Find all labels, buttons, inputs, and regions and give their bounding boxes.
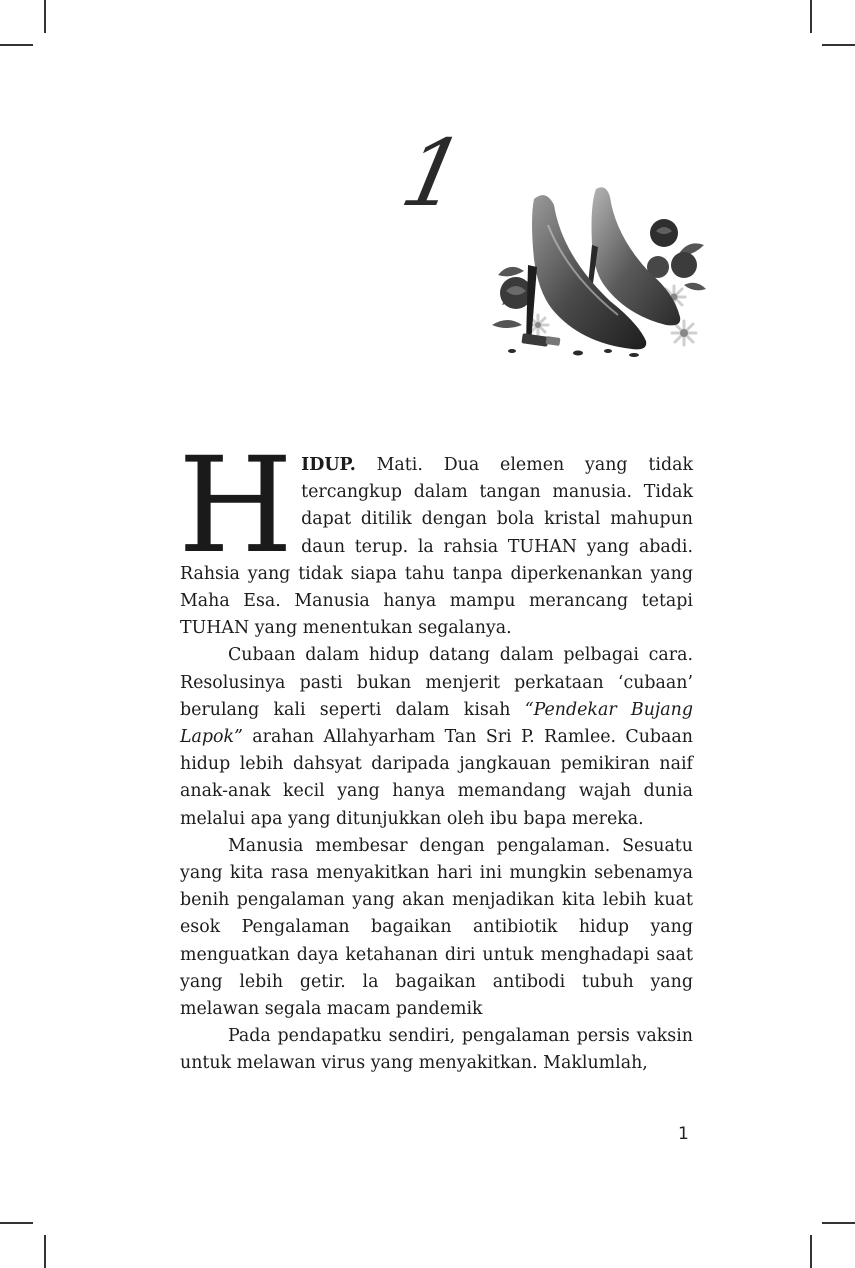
drop-cap: H — [178, 429, 294, 583]
lead-word: IDUP. — [301, 455, 356, 475]
chapter-number: 1 — [392, 120, 473, 227]
crop-mark-top-right-vertical — [810, 0, 812, 33]
paragraph-text: Manusia membesar dengan pengalaman. Sesuatu yang kita rasa menyakitkan hari ini mungkin sebenamya benih pengalaman yang akan menjadikan kita lebih kuat esok Pengalaman bagaikan antibiotik hidup yang menguatkan daya ketahanan diri untuk menghadapi saat yang lebih getir. la bagaikan antibodi tubuh yang melawan segala macam pandemik — [180, 835, 693, 1020]
lipstick-icon — [521, 333, 560, 347]
paragraph-text: Pada pendapatku sendiri, pengalaman persis vaksin untuk melawan virus yang menyakitkan. Maklumlah, — [180, 1026, 693, 1074]
crop-mark-top-left-vertical — [44, 0, 46, 33]
paragraph — [178, 429, 693, 642]
crop-mark-top-left-horizontal — [0, 44, 33, 46]
paragraph — [180, 642, 693, 832]
paragraph-text: arahan Allahyarham Tan Sri P. Ramlee. Cubaan hidup lebih dahsyat daripada jangkauan pemikiran naif anak-anak kecil yang hanya memandang wajah dunia melalui apa yang ditunjukkan oleh ibu bapa mereka. — [180, 727, 693, 829]
crop-mark-bottom-right-vertical — [810, 1235, 812, 1268]
film-title: “Pendekar Bujang Lapok” — [180, 699, 694, 748]
high-heel-shoes-with-roses-illustration — [488, 185, 710, 363]
paragraph — [180, 833, 693, 1023]
crop-mark-bottom-left-vertical — [44, 1235, 46, 1268]
paragraph — [180, 1023, 693, 1077]
page-number: 1 — [678, 1124, 689, 1144]
chapter-body-text — [178, 429, 694, 1078]
crop-mark-bottom-left-horizontal — [0, 1222, 33, 1224]
crop-mark-top-right-horizontal — [822, 44, 855, 46]
paragraph-text: Mati. Dua elemen yang tidak tercangkup dalam tangan manusia. Tidak dapat ditilik dengan bola kristal mahupun daun terup. la rahsia TUHAN yang abadi. Rahsia yang tidak siapa tahu tanpa diperkenankan yang Maha Esa. Manusia hanya mampu merancang tetapi TUHAN yang menentukan segalanya. — [180, 455, 693, 639]
crop-mark-bottom-right-horizontal — [822, 1222, 855, 1224]
paragraph-text: Cubaan dalam hidup datang dalam pelbagai cara. Resolusinya pasti bukan menjerit perkataan ‘cubaan’ berulang kali seperti dalam kisah — [180, 645, 693, 720]
